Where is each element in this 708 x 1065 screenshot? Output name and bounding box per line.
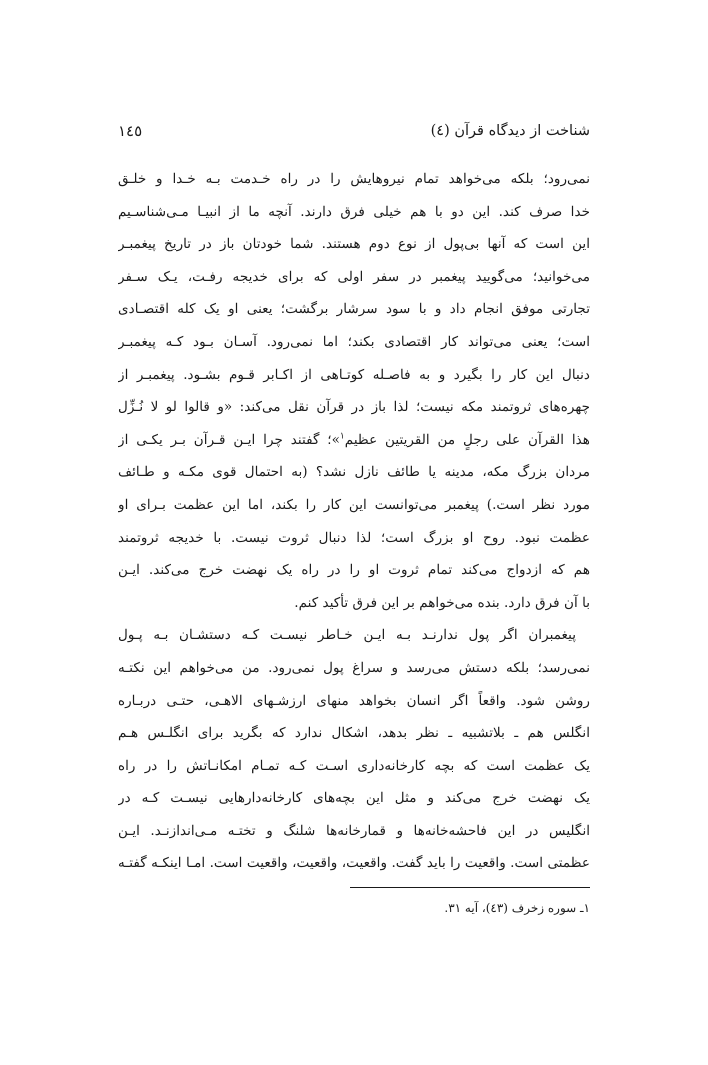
text-line: مردان بزرگ مکه، مدینه یا طائف نازل نشد؟ (به احتمال قوی مکـه و طـائف — [118, 464, 590, 481]
running-header — [118, 120, 590, 146]
text-line: نمی‌رود؛ بلکه می‌خواهد تمام نیروهایش را در راه خـدمت بـه خـدا و خلـق — [118, 171, 590, 187]
footnote-reference[interactable]: ١ — [339, 431, 345, 442]
text-line: تجارتی موفق انجام داد و با سود سرشار برگشت؛ یعنی او یک کله اقتصـادی — [118, 301, 590, 318]
text-line: عظمت نبود. روح او بزرگ است؛ لذا دنبال ثروت نیست. با خدیجه ثروتمند — [118, 529, 590, 546]
text-line-with-footnote — [118, 424, 590, 457]
text-line: انگلس هم ـ بلاتشبیه ـ نظر بدهد، اشکال ندارد که بگرید برای انگلـس هـم — [118, 725, 590, 742]
text-line: یک عظمت است که بچه کارخانه‌داری اسـت کـه تمـام امکانـاتش را در راه — [118, 757, 590, 774]
text-line: می‌خوانید؛ می‌گویید پیغمبر در سفر اولی که برای خدیجه رفـت، یـک سـفر — [118, 268, 590, 285]
text-line: انگلیس در این فاحشه‌خانه‌ها و قمارخانه‌ها شلنگ و تختـه مـی‌اندازنـد. ایـن — [118, 822, 590, 839]
text-line: این است که آنها بی‌پول از نوع دوم هستند. شما خودتان باز در تاریخ پیغمبـر — [118, 236, 590, 253]
quran-verse: هذا القرآن علی رجلٍ من القریتین عظیم — [344, 431, 590, 448]
text-line: خدا صرف کند. این دو با هم خیلی فرق دارند. آنچه ما از انبیـا مـی‌شناسـیم — [118, 203, 590, 220]
paragraph-start-line: پیغمبران اگر پول ندارنـد بـه ایـن خـاطر نیسـت کـه دستشـان بـه پـول — [118, 627, 576, 644]
text-line: دنبال این کار را بگیرد و به فاصـله کوتـاهی از اکـابر قـوم بشـود. پیغمبـر از — [118, 366, 590, 383]
text-line: نمی‌رسد؛ بلکه دستش می‌رسد و سراغ پول نمی‌رود. من می‌خواهم این نکتـه — [118, 659, 590, 676]
text-line: هم که ازدواج می‌کند تمام ثروت او را در راه یک نهضت خرج می‌کند. ایـن — [118, 562, 590, 579]
footnote: ١ـ سوره زخرف (٤٣)، آیه ٣١. — [444, 901, 590, 915]
text-line: عظمتی است. واقعیت را باید گفت. واقعیت، واقعیت، واقعیت است. امـا اینکـه گفتـه — [118, 855, 590, 872]
text-line: یک نهضت خرج می‌کند و مثل این بچه‌های کارخانه‌دارهایی نیسـت کـه در — [118, 790, 590, 807]
text-line: چهره‌های ثروتمند مکه نیست؛ لذا باز در قرآن نقل می‌کند: «و قالوا لو لا نُـزِّل — [118, 399, 590, 416]
paragraph-end-line: با آن فرق دارد. بنده می‌خواهم بر این فرق تأکید کنم. — [294, 594, 590, 611]
body-text — [118, 163, 590, 880]
footnote-divider — [350, 887, 590, 888]
page-number: ١٤٥ — [118, 122, 143, 140]
text-line: مورد نظر است.) پیغمبر می‌توانست این کار را بکند، اما این عظمت بـرای او — [118, 496, 590, 513]
text-line-tail: »؛ گفتند چرا ایـن قـرآن بـر یکـی از — [118, 431, 340, 448]
text-line: است؛ یعنی می‌تواند کار اقتصادی بکند؛ اما نمی‌رود. آسـان بـود کـه پیغمبـر — [118, 333, 590, 350]
text-line: روشن شود. واقعاً اگر انسان بخواهد منهای ارزشـهای الاهـی، حتـی دربـاره — [118, 692, 590, 709]
header-title: شناخت از دیدگاه قرآن (٤) — [430, 123, 590, 139]
